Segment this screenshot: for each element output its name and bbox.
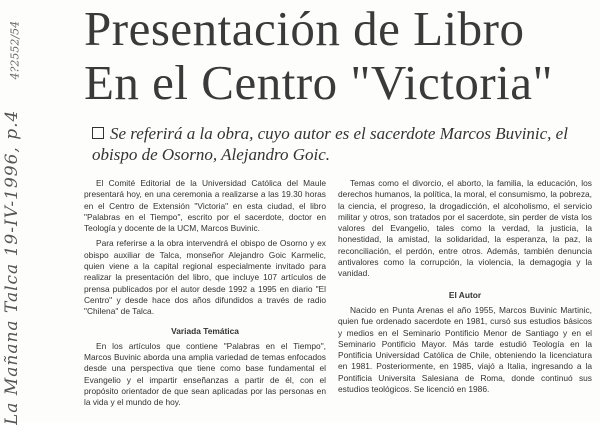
headline-line-2: En el Centro "Victoria" <box>84 55 554 110</box>
article-column-2 <box>338 178 592 395</box>
column2-paragraph-2: Nacido en Punta Arenas el año 1955, Marcos Buvinic Martinic, quien fue ordenado sacerdote en 1981, cursó sus estudios básicos y medios en el Seminario Pontificio Menor de Santiago y en el Seminario Pontificio Mayor. Más tarde estudió Teología en la Pontificia Universidad Católica de Chile, obteniendo la licenciatura en 1981. Posteriormente, en 1985, viajó a Italia, ingresando a la Pontificia Universita Salesiana de Roma, donde continuó sus estudios teológicos. Se licenció en 1986. <box>338 304 592 395</box>
article-deck <box>92 123 597 165</box>
checkbox-bullet-icon <box>92 127 104 139</box>
column1-paragraph-3: En los artículos que contiene "Palabras en el Tiempo", Marcos Buvinic aborda una amplia variedad de temas enfocados desde una perspectiva que tiene como base fundamental el Evangelio y el impartir enseñanzas a partir de él, con el propósito orientador de que sean aplicadas por las personas en la vida y el mundo de hoy. <box>84 340 326 408</box>
article-headline <box>84 2 594 110</box>
handwritten-archive-code: 4?2552/54 <box>8 20 22 80</box>
deck-text: Se referirá a la obra, cuyo autor es el sacerdote Marcos Buvinic, el obispo de Osorno, Alejandro Goic. <box>92 124 568 164</box>
column1-paragraph-2: Para referirse a la obra intervendrá el obispo de Osorno y ex obispo auxiliar de Talca, monseñor Alejandro Goic Karmelic, quien viene a la capital regional especialmente invitado para realizar la presentación del libro, que incluye 107 artículos de prensa publicados por el autor desde 1992 a 1995 en diario "El Centro" y desde hace dos años difundidos a través de radio "Chilena" de Talca. <box>84 238 326 317</box>
subheading-variada-tematica: Variada Temática <box>171 325 239 336</box>
column2-paragraph-1: Temas como el divorcio, el aborto, la familia, la educación, los derechos humanos, la política, la moral, el consumismo, la pobreza, la ciencia, el progreso, la drogadicción, el alcoholismo, el servicio militar y otros, son tratados por el sacerdote, sin perder de vista los valores del Evangelio, tales como la verdad, la justicia, la honestidad, la amistad, la solidaridad, la esperanza, la paz, la reconciliación, el perdón, entre otros. Además, también denuncia antivalores como la corrupción, la violencia, la demagogia y la vanidad. <box>338 178 592 279</box>
headline-line-1: Presentación de Libro <box>84 1 525 56</box>
handwritten-source-note: La Mañana Talca 19-IV-1996, p.4 <box>2 109 22 425</box>
subheading-el-autor: El Autor <box>448 289 482 300</box>
column1-paragraph-1: El Comité Editorial de la Universidad Católica del Maule presentará hoy, en una ceremonia a realizarse a las 19.30 horas en el Centro de Extensión "Victoria" en esta ciudad, el libro "Palabras en el Tiempo", escrito por el sacerdote, doctor en Teología y docente de la UCM, Marcos Buvinic. <box>84 178 326 234</box>
article-column-1 <box>84 178 326 409</box>
